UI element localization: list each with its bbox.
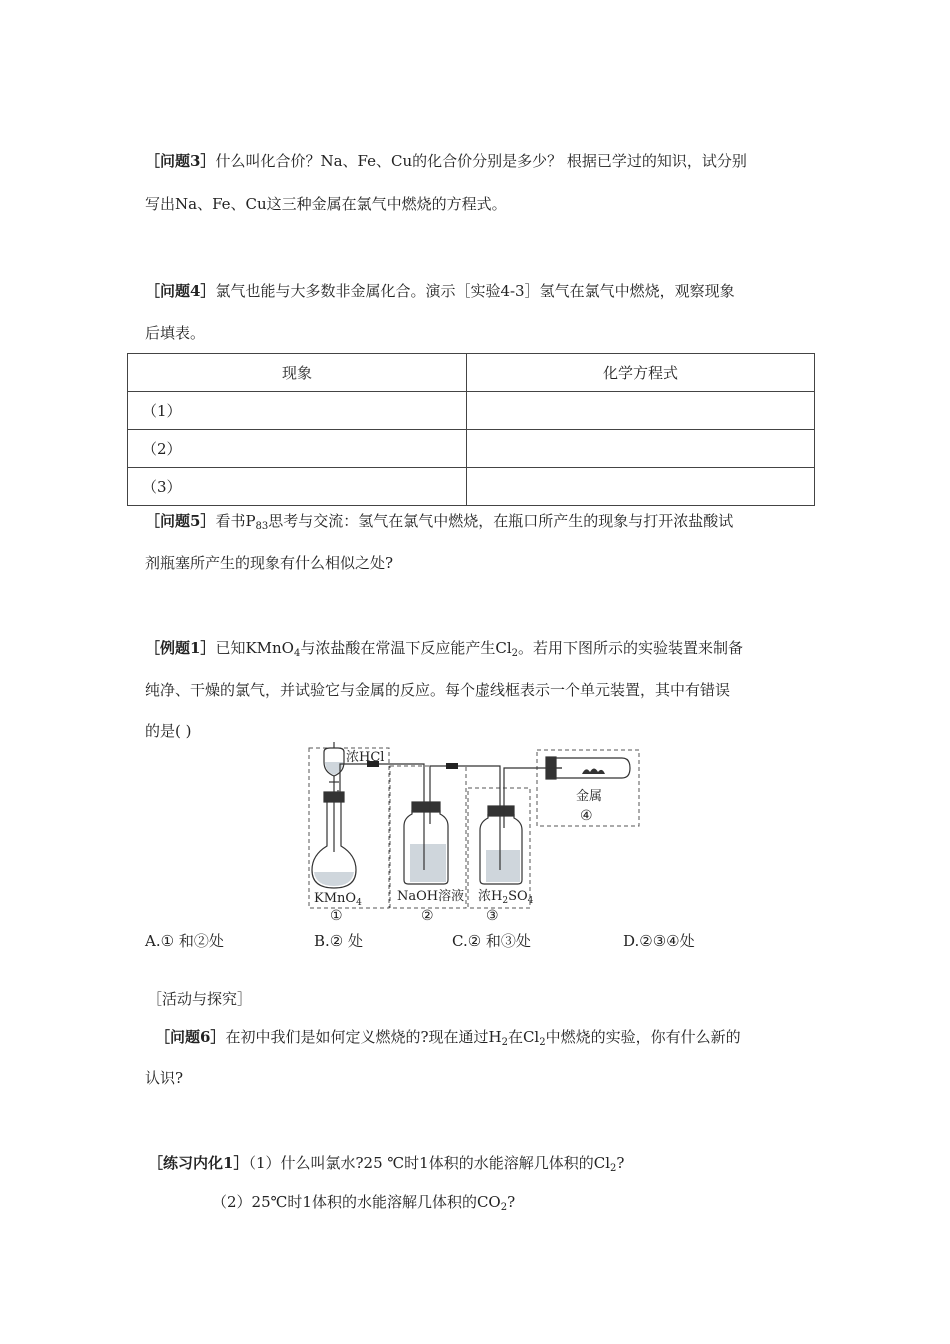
question-5-text-b: 思考与交流：氢气在氯气中燃烧，在瓶口所产生的现象与打开浓盐酸试 bbox=[268, 512, 734, 530]
question-3-line-1 bbox=[145, 150, 747, 172]
option-b[interactable]: B.② 处 bbox=[314, 932, 364, 950]
question-6-sub-1: 2 bbox=[501, 1037, 508, 1048]
label-naoh: NaOH溶液 bbox=[397, 889, 465, 904]
table-row bbox=[128, 392, 815, 430]
practice-2-sub: 2 bbox=[500, 1202, 508, 1213]
example-1-line-2: 纯净、干燥的氯气，并试验它与金属的反应。每个虚线框表示一个单元装置，其中有错误 bbox=[145, 681, 731, 699]
unit-box-2 bbox=[390, 766, 466, 908]
question-4-line-1 bbox=[145, 280, 735, 302]
practice-1-text-b: ? bbox=[616, 1154, 625, 1172]
table-row bbox=[128, 430, 815, 468]
label-unit-4: ④ bbox=[580, 808, 593, 824]
apparatus-diagram bbox=[300, 740, 650, 922]
example-1-text-b: 与浓盐酸在常温下反应能产生Cl bbox=[300, 639, 512, 657]
label-metal: 金属 bbox=[576, 789, 603, 804]
label-h2so4: 浓$H_2SO_4$ bbox=[478, 889, 534, 906]
example-1-tag: ［例题1］ bbox=[145, 639, 216, 657]
example-1-text-c: 。若用下图所示的实验装置来制备 bbox=[518, 639, 744, 657]
table-row bbox=[128, 468, 815, 506]
option-c[interactable]: C.② 和③处 bbox=[452, 932, 531, 950]
tube-connector bbox=[446, 763, 458, 769]
practice-1-tag: ［练习内化1］ bbox=[148, 1154, 249, 1172]
wash-bottle-h2so4 bbox=[480, 804, 522, 884]
practice-1-sub: 2 bbox=[610, 1163, 617, 1174]
practice-1-text-a: （1）什么叫氯水?25 ℃时1体积的水能溶解几体积的Cl bbox=[248, 1154, 610, 1172]
label-kmno4: KMnO$_4$ bbox=[314, 891, 362, 908]
table-header-row bbox=[128, 354, 815, 392]
example-1-line-1 bbox=[145, 637, 743, 659]
question-3-text: 什么叫化合价？Na、Fe、Cu的化合价分别是多少？ 根据已学过的知识，试分别 bbox=[215, 152, 747, 170]
example-1-text-a: 已知KMnO bbox=[215, 639, 294, 657]
question-5-tag: ［问题5］ bbox=[145, 512, 216, 530]
question-5-line-2: 剂瓶塞所产生的现象有什么相似之处? bbox=[145, 554, 394, 572]
label-unit-1: ① bbox=[330, 908, 343, 922]
question-3-tag: ［问题3］ bbox=[145, 152, 216, 170]
question-5-text-a: 看书P bbox=[215, 512, 256, 530]
question-6-text-c: 中燃烧的实验，你有什么新的 bbox=[545, 1028, 741, 1046]
question-6-tag: ［问题6］ bbox=[155, 1028, 226, 1046]
table-header-phenomenon: 现象 bbox=[128, 354, 467, 392]
table-cell-phenomenon: （1） bbox=[128, 392, 467, 430]
example-1-line-3: 的是( ) bbox=[145, 722, 192, 740]
table-cell-equation[interactable] bbox=[467, 392, 815, 430]
label-hcl: 浓HCl bbox=[346, 750, 385, 765]
table-header-equation: 化学方程式 bbox=[467, 354, 815, 392]
question-6-text-a: 在初中我们是如何定义燃烧的?现在通过H bbox=[225, 1028, 502, 1046]
practice-2-text-b: ? bbox=[507, 1193, 516, 1211]
table-cell-equation[interactable] bbox=[467, 468, 815, 506]
practice-2-text-a: （2）25℃时1体积的水能溶解几体积的CO bbox=[212, 1193, 501, 1211]
round-bottom-flask bbox=[312, 790, 356, 888]
question-6-line-1 bbox=[155, 1026, 741, 1048]
question-6-line-2: 认识? bbox=[145, 1069, 184, 1087]
label-unit-3: ③ bbox=[486, 908, 499, 922]
question-4-line-2: 后填表。 bbox=[145, 324, 206, 342]
practice-1-line-2 bbox=[212, 1191, 515, 1213]
example-1-sub-1: 4 bbox=[293, 648, 301, 659]
example-1-sub-2: 2 bbox=[511, 648, 518, 659]
table-cell-phenomenon: （3） bbox=[128, 468, 467, 506]
table-cell-phenomenon: （2） bbox=[128, 430, 467, 468]
practice-1-line-1 bbox=[148, 1152, 624, 1174]
question-4-tag: ［问题4］ bbox=[145, 282, 216, 300]
observation-table bbox=[127, 353, 815, 506]
label-unit-2: ② bbox=[421, 908, 434, 922]
question-4-text: 氯气也能与大多数非金属化合。演示［实验4-3］氢气在氯气中燃烧，观察现象 bbox=[215, 282, 735, 300]
question-5-subscript: 83 bbox=[255, 521, 269, 532]
question-5-line-1 bbox=[145, 510, 733, 532]
question-6-text-b: 在Cl bbox=[507, 1028, 540, 1046]
combustion-tube bbox=[546, 757, 630, 779]
question-3-line-2: 写出Na、Fe、Cu这三种金属在氯气中燃烧的方程式。 bbox=[145, 195, 507, 213]
option-a[interactable]: A.① 和②处 bbox=[145, 932, 224, 950]
activity-title: ［活动与探究］ bbox=[147, 990, 253, 1008]
question-6-sub-2: 2 bbox=[539, 1037, 546, 1048]
wash-bottle-naoh bbox=[404, 800, 448, 884]
table-cell-equation[interactable] bbox=[467, 430, 815, 468]
option-d[interactable]: D.②③④处 bbox=[623, 932, 695, 950]
